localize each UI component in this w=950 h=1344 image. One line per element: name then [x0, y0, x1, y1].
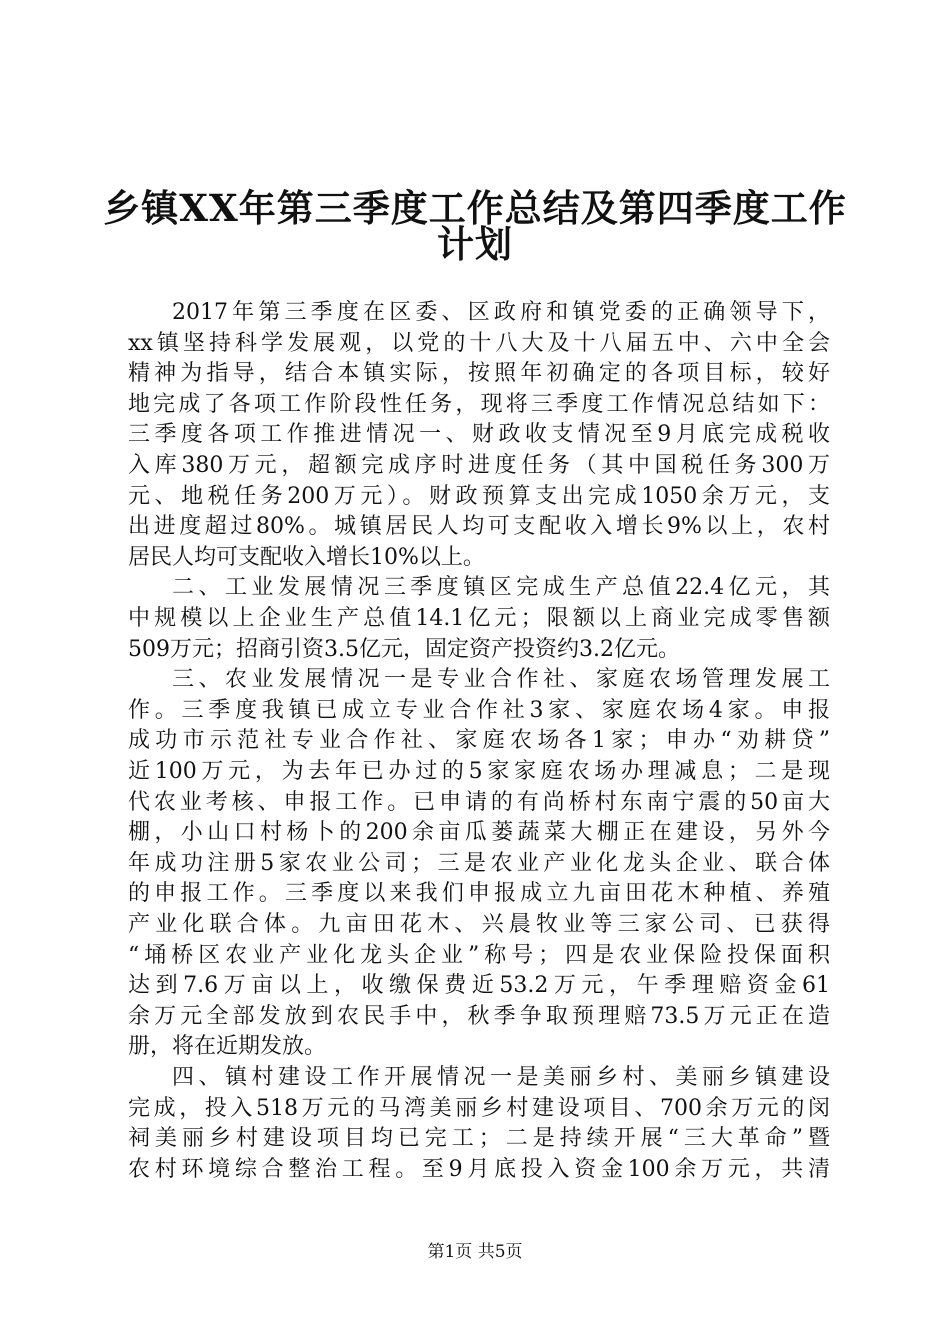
- body-text-line: 三季度各项工作推进情况一、财政收支情况至9月底完成税收: [128, 422, 830, 447]
- body-text-line: 祠美丽乡村建设项目均已完工；二是持续开展“三大革命”暨: [128, 1126, 830, 1151]
- body-text-line: 棚，小山口村杨卜的200余亩瓜蒌蔬菜大棚正在建设，另外今: [128, 820, 830, 845]
- body-text-line: 精神为指导，结合本镇实际，按照年初确定的各项目标，较好: [128, 361, 830, 386]
- body-text-line: 二、工业发展情况三季度镇区完成生产总值22.4亿元，其: [172, 575, 830, 600]
- body-text-line: xx镇坚持科学发展观，以党的十八大及十八届五中、六中全会: [128, 331, 830, 356]
- document-title-line-1: 乡镇XX年第三季度工作总结及第四季度工作: [103, 186, 847, 230]
- body-text-line: 中规模以上企业生产总值14.1亿元；限额以上商业完成零售额: [128, 606, 830, 631]
- body-text-line: 509万元；招商引资3.5亿元，固定资产投资约3.2亿元。: [128, 637, 680, 662]
- body-text-line: “埇桥区农业产业化龙头企业”称号；四是农业保险投保面积: [128, 943, 830, 968]
- body-text-line: 完成，投入518万元的马湾美丽乡村建设项目、700余万元的闵: [128, 1096, 830, 1121]
- body-text-line: 居民人均可支配收入增长10%以上。: [128, 545, 485, 570]
- body-text-line: 四、镇村建设工作开展情况一是美丽乡村、美丽乡镇建设: [172, 1065, 830, 1090]
- body-text-line: 册，将在近期发放。: [128, 1034, 327, 1059]
- body-text-line: 作。三季度我镇已成立专业合作社3家、家庭农场4家。申报: [128, 698, 830, 723]
- page-footer: 第1页 共5页: [427, 1242, 523, 1262]
- body-text-line: 三、农业发展情况一是专业合作社、家庭农场管理发展工: [172, 667, 830, 692]
- body-text-line: 代农业考核、申报工作。已申请的有尚桥村东南宁震的50亩大: [128, 790, 830, 815]
- body-text-line: 余万元全部发放到农民手中，秋季争取预理赔73.5万元正在造: [128, 1004, 830, 1029]
- body-text-line: 年成功注册5家农业公司；三是农业产业化龙头企业、联合体: [128, 851, 830, 876]
- body-text-line: 2017年第三季度在区委、区政府和镇党委的正确领导下，: [172, 300, 830, 325]
- body-text-line: 入库380万元，超额完成序时进度任务（其中国税任务300万: [128, 453, 830, 478]
- body-text-line: 达到7.6万亩以上，收缴保费近53.2万元，午季理赔资金61: [128, 973, 830, 998]
- body-text-line: 出进度超过80%。城镇居民人均可支配收入增长9%以上，农村: [128, 514, 830, 539]
- body-text-line: 的申报工作。三季度以来我们申报成立九亩田花木种植、养殖: [128, 881, 830, 906]
- body-text-line: 近100万元，为去年已办过的5家家庭农场办理减息；二是现: [128, 759, 830, 784]
- body-text-line: 成功市示范社专业合作社、家庭农场各1家；申办“劝耕贷”: [128, 728, 830, 753]
- body-text-line: 元、地税任务200万元）。财政预算支出完成1050余万元，支: [128, 484, 830, 509]
- body-text-line: 地完成了各项工作阶段性任务，现将三季度工作情况总结如下：: [128, 392, 830, 417]
- body-text-line: 农村环境综合整治工程。至9月底投入资金100余万元，共清: [128, 1157, 830, 1182]
- document-title-line-2: 计划: [437, 222, 513, 266]
- body-text-line: 产业化联合体。九亩田花木、兴晨牧业等三家公司、已获得: [128, 912, 830, 937]
